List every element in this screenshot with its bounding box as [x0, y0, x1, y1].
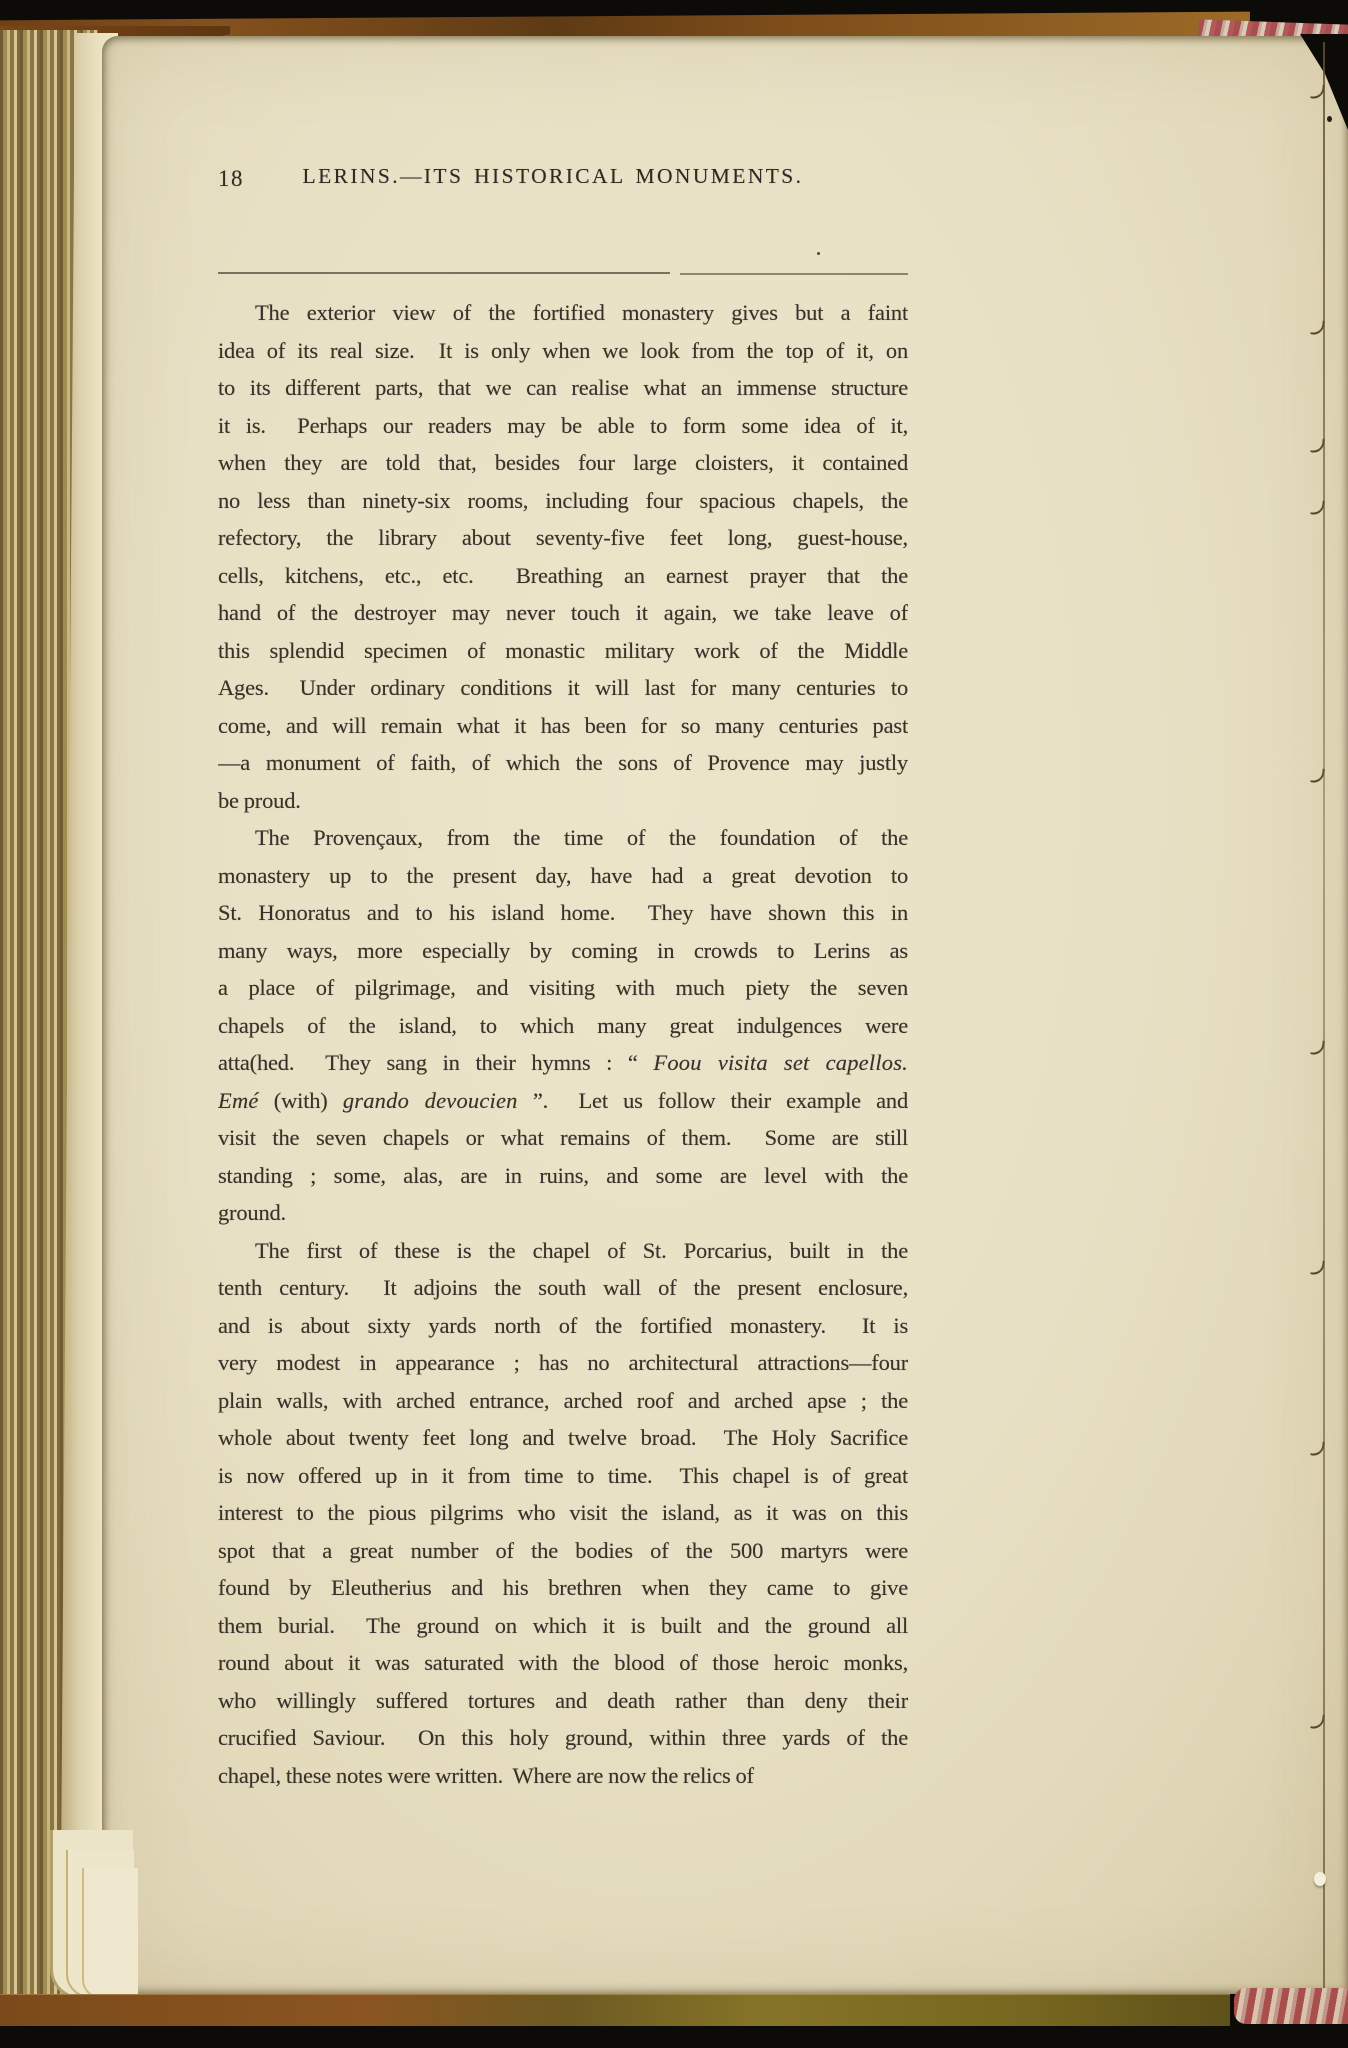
- text-line: whole about twenty feet long and twelve broad. The Holy Sacrifice: [218, 1425, 908, 1450]
- text-line: refectory, the library about seventy-five feet long, guest-house,: [218, 525, 908, 550]
- text-line: round about it was saturated with the blood of those heroic monks,: [218, 1650, 908, 1675]
- text-line: who willingly suffered tortures and death rather than deny their: [218, 1687, 908, 1713]
- text-line: standing ; some, alas, are in ruins, and some are level with the: [218, 1162, 908, 1188]
- text-line: this splendid specimen of monastic military work of the Middle: [218, 637, 908, 663]
- running-title: LERINS.—ITS HISTORICAL MONUMENTS.: [302, 164, 804, 188]
- text-line: tenth century. It adjoins the south wall of the present enclosure,: [218, 1275, 908, 1300]
- text-line: The exterior view of the fortified monastery gives but a faint: [255, 300, 908, 325]
- text-line: it is. Perhaps our readers may be able to form some idea of it,: [218, 412, 908, 438]
- text-line: chapels of the island, to which many great indulgences were: [218, 1012, 908, 1038]
- text-line: Emé (with) grando devoucien ”. Let us follow their example and: [218, 1087, 908, 1113]
- text-line: Ages. Under ordinary conditions it will last for many centuries to: [218, 675, 908, 700]
- text-line: interest to the pious pilgrims who visit the island, as it was on this: [218, 1500, 908, 1525]
- text-line: when they are told that, besides four large cloisters, it contained: [218, 450, 908, 475]
- text-line: very modest in appearance ; has no architectural attractions—four: [218, 1350, 908, 1375]
- ink-speck: [817, 252, 820, 255]
- header-rule: [218, 272, 670, 274]
- paragraph: [218, 294, 908, 819]
- paragraph: [218, 1232, 908, 1795]
- text-line: no less than ninety-six rooms, including four spacious chapels, the: [218, 487, 908, 513]
- text-line: The first of these is the chapel of St. Porcarius, built in the: [255, 1237, 908, 1263]
- header-rule: [680, 273, 908, 275]
- text-line: found by Eleutherius and his brethren when they came to give: [218, 1575, 908, 1600]
- page-body: [218, 294, 908, 1794]
- ink-speck: [1327, 116, 1332, 122]
- text-line: St. Honoratus and to his island home. They have shown this in: [218, 900, 908, 925]
- text-line: come, and will remain what it has been for so many centuries past: [218, 712, 908, 738]
- text-line: atta(hed. They sang in their hymns : “ Foou visita set capellos.: [218, 1050, 908, 1075]
- book-cover-bottom-edge: [0, 1994, 1230, 2026]
- paper-blemish: [1314, 1872, 1326, 1886]
- text-line: ground.: [218, 1200, 286, 1225]
- text-line: cells, kitchens, etc., etc. Breathing an earnest prayer that the: [218, 562, 908, 588]
- text-line: spot that a great number of the bodies of the 500 martyrs were: [218, 1537, 908, 1563]
- text-line: to its different parts, that we can realise what an immense structure: [218, 375, 908, 400]
- text-line: many ways, more especially by coming in crowds to Lerins as: [218, 937, 908, 963]
- text-line: be proud.: [218, 787, 301, 813]
- text-line: monastery up to the present day, have had a great devotion to: [218, 862, 908, 888]
- text-line: idea of its real size. It is only when we look from the top of it, on: [218, 337, 908, 363]
- text-line: and is about sixty yards north of the fortified monastery. It is: [218, 1312, 908, 1338]
- page-edge-crease: [1323, 42, 1325, 1992]
- paragraph: [218, 819, 908, 1232]
- text-line: chapel, these notes were written. Where are now the relics of: [218, 1762, 754, 1788]
- text-line: The Provençaux, from the time of the foundation of the: [255, 825, 908, 850]
- headband-bottom: [1234, 1988, 1348, 2024]
- text-line: —a monument of faith, of which the sons of Provence may justly: [218, 750, 908, 775]
- text-line: hand of the destroyer may never touch it again, we take leave of: [218, 600, 908, 625]
- text-line: a place of pilgrimage, and visiting with much piety the seven: [218, 975, 908, 1000]
- text-line: them burial. The ground on which it is built and the ground all: [218, 1612, 908, 1638]
- text-line: crucified Saviour. On this holy ground, within three yards of the: [218, 1725, 908, 1750]
- text-line: visit the seven chapels or what remains of them. Some are still: [218, 1125, 908, 1150]
- page-corner-stack: [82, 1868, 138, 1998]
- text-line: plain walls, with arched entrance, arched roof and arched apse ; the: [218, 1387, 908, 1413]
- page-number: 18: [218, 166, 244, 191]
- text-line: is now offered up in it from time to time. This chapel is of great: [218, 1462, 908, 1488]
- printed-page-content: [218, 158, 908, 1788]
